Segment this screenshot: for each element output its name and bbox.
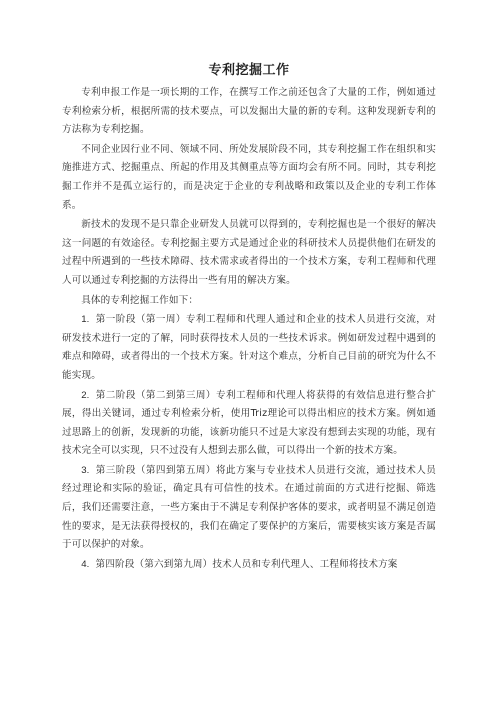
step-number: 3.	[81, 464, 90, 476]
step-text: 第四阶段（第六到第九周）技术人员和专利代理人、工程师将技术方案	[95, 558, 398, 570]
step-item	[62, 311, 436, 385]
step-number: 1.	[81, 314, 90, 326]
step-number: 4.	[81, 558, 90, 570]
step-number: 2.	[81, 389, 90, 401]
paragraph-steps-heading: 具体的专利挖掘工作如下：	[81, 294, 199, 306]
paragraph-new-tech: 新技术的发现不是只靠企业研发人员就可以得到的，专利挖掘也是一个很好的解决这一问题的有效途径。专利挖掘主要方式是通过企业的科研技术人员提供他们在研发的过程中所遇到的一些技术障碍、技术需求或者得出的一个技术方案，专利工程师和代理人可以通过专利挖掘的方法得出一些有用的解决方案。	[62, 219, 436, 286]
document-title: 专利挖掘工作	[208, 63, 290, 78]
paragraph-intro: 专利申报工作是一项长期的工作，在撰写工作之前还包含了大量的工作，例如通过专利检索分析，根据所需的技术要点，可以发掘出大量的新的专利。这种发现新专利的方法称为专利挖掘。	[62, 87, 436, 136]
step-text: 第一阶段（第一周）专利工程师和代理人通过和企业的技术人员进行交流，对研发技术进行一定的了解，同时获得技术人员的一些技术诉求。例如研发过程中遇到的难点和障碍，或者得出的一个技术方案。针对这个难点，分析自己目前的研究为什么不能实现。	[62, 314, 436, 381]
paragraph-differences: 不同企业因行业不同、领域不同、所处发展阶段不同，其专利挖掘工作在组织和实施推进方式、挖掘重点、所起的作用及其侧重点等方面均会有所不同。同时，其专利挖掘工作并不是孤立运行的，而是决定于企业的专利战略和政策以及企业的专利工作体系。	[62, 143, 436, 211]
step-item	[62, 387, 436, 461]
step-text: 第二阶段（第二到第三周）专利工程师和代理人将获得的有效信息进行整合扩展，得出关键词，通过专利检索分析，使用Triz理论可以得出相应的技术方案。例如通过思路上的创新，发现新的功能，该新功能只不过是大家没有想到去实现的功能，现有技术完全可以实现，只不过没有人想到去那么做，可以得出一个新的技术方案。	[62, 389, 436, 457]
step-text: 第三阶段（第四到第五周）将此方案与专业技术人员进行交流，通过技术人员经过理论和实际的验证，确定具有可信性的技术。在通过前面的方式进行挖掘、筛选后，我们还需要注意，一些方案由于不满足专利保护客体的要求，或者明显不满足创造性的要求，是无法获得授权的，我们在确定了要保护的方案后，需要核实该方案是否属于可以保护的对象。	[62, 464, 436, 551]
step-item	[62, 462, 436, 555]
document-page	[62, 62, 436, 575]
step-item	[62, 556, 436, 575]
